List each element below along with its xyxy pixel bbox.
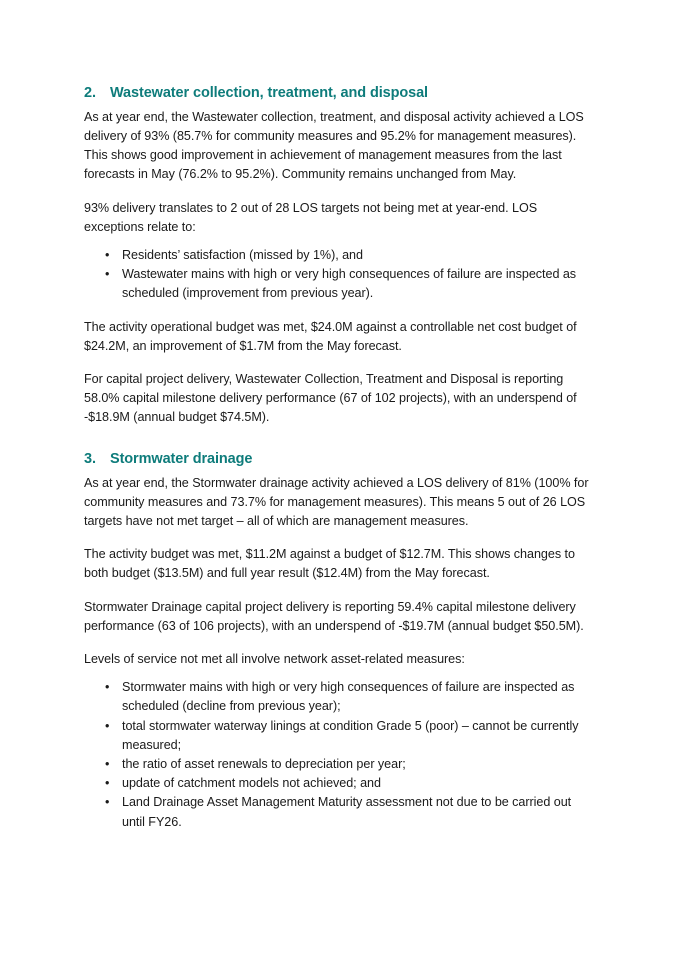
stormwater-exception-list xyxy=(84,678,596,832)
stormwater-paragraph-2: The activity budget was met, $11.2M against a budget of $12.7M. This shows changes to both budget ($13.5M) and full year result ($12.4M) from the May forecast. xyxy=(84,547,575,581)
bullet-icon: • xyxy=(105,680,110,695)
wastewater-paragraph-1: As at year end, the Wastewater collection, treatment, and disposal activity achieved a LOS delivery of 93% (85.7% for community measures and 95.2% for management measures). This shows good improvement in achievement of management measures from the last forecasts in May (76.2% to 95.2%). Community remains unchanged from May. xyxy=(84,109,584,182)
list-item-label: update of catchment models not achieved; and xyxy=(122,776,381,791)
wastewater-exception-list xyxy=(84,246,596,304)
stormwater-paragraph-4: Levels of service not met all involve network asset-related measures: xyxy=(84,651,465,666)
list-item xyxy=(84,265,596,303)
section-number: 3. xyxy=(84,450,96,467)
list-item xyxy=(84,774,596,793)
list-item-label: the ratio of asset renewals to depreciation per year; xyxy=(122,756,406,771)
list-item-label: total stormwater waterway linings at condition Grade 5 (poor) – cannot be currently measured; xyxy=(122,718,579,752)
wastewater-paragraph-2: 93% delivery translates to 2 out of 28 LOS targets not being met at year-end. LOS exceptions relate to: xyxy=(84,200,538,234)
list-item-label: Wastewater mains with high or very high consequences of failure are inspected as scheduled (improvement from previous year). xyxy=(122,267,577,301)
wastewater-paragraph-3: The activity operational budget was met, $24.0M against a controllable net cost budget of $24.2M, an improvement of $1.7M from the May forecast. xyxy=(84,319,577,353)
bullet-icon: • xyxy=(105,756,110,771)
section-title: Wastewater collection, treatment, and disposal xyxy=(110,85,428,101)
bullet-icon: • xyxy=(105,795,110,810)
wastewater-paragraph-4: For capital project delivery, Wastewater Collection, Treatment and Disposal is reporting 58.0% capital milestone delivery performance (67 of 102 projects), with an underspend of -$18.9M (annual budget $74.5M). xyxy=(84,372,577,425)
list-item xyxy=(84,755,596,774)
section-heading-wastewater xyxy=(84,84,596,103)
list-item xyxy=(84,793,596,831)
stormwater-paragraph-1: As at year end, the Stormwater drainage activity achieved a LOS delivery of 81% (100% for community measures and 73.7% for management measures). This means 5 out of 26 LOS targets have not met target – all of which are management measures. xyxy=(84,475,589,528)
list-item xyxy=(84,717,596,755)
bullet-icon: • xyxy=(105,776,110,791)
bullet-icon: • xyxy=(105,267,110,282)
list-item xyxy=(84,678,596,716)
list-item-label: Land Drainage Asset Management Maturity assessment not due to be carried out until FY26. xyxy=(122,795,572,829)
list-item-label: Stormwater mains with high or very high consequences of failure are inspected as scheduled (decline from previous year); xyxy=(122,680,575,714)
list-item-label: Residents’ satisfaction (missed by 1%), and xyxy=(122,248,363,263)
section-title: Stormwater drainage xyxy=(110,450,253,467)
list-item xyxy=(84,246,596,265)
section-number: 2. xyxy=(84,85,96,101)
bullet-icon: • xyxy=(105,718,110,733)
section-heading-stormwater xyxy=(84,450,596,469)
stormwater-paragraph-3: Stormwater Drainage capital project delivery is reporting 59.4% capital milestone delivery performance (63 of 106 projects), with an underspend of -$19.7M (annual budget $50.5M). xyxy=(84,599,584,633)
document-content xyxy=(84,84,596,832)
bullet-icon: • xyxy=(105,248,110,263)
